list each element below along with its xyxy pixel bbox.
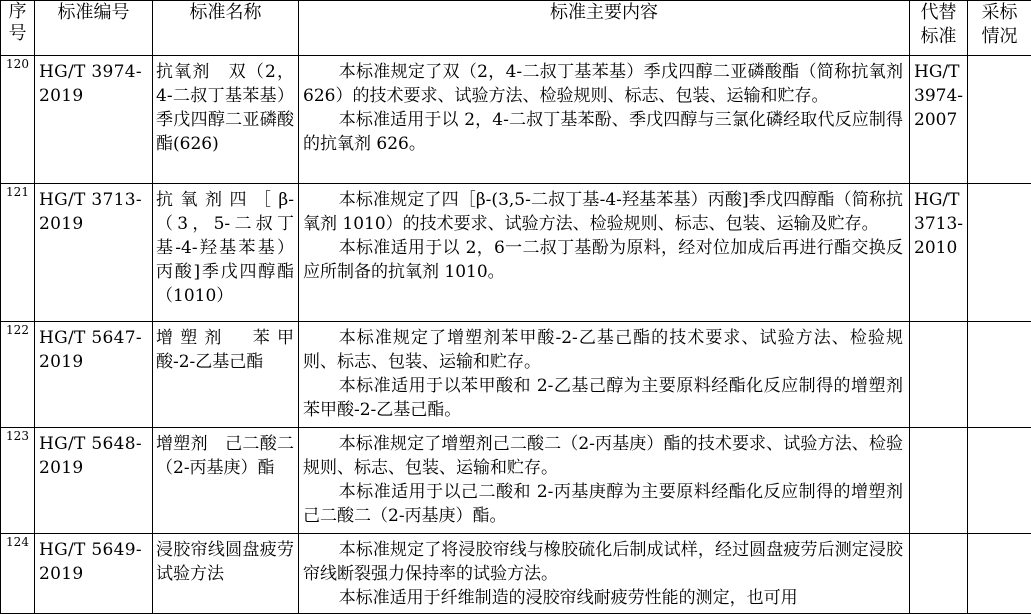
table-row [1,56,1031,184]
row-replaced: HG/T 3713-2010 [910,184,968,322]
row-content [299,534,910,614]
row-content [299,184,910,322]
row-adopted [968,428,1031,534]
row-code: HG/T 5647-2019 [35,322,153,428]
header-seq: 序号 [1,1,35,56]
content-paragraph: 本标准规定了增塑剂己二酸二（2-丙基庚）酯的技术要求、试验方法、检验规则、标志、包装、运输和贮存。 [303,432,903,480]
row-seq: 120 [1,56,35,184]
header-content: 标准主要内容 [299,1,910,56]
content-paragraph: 本标准规定了增塑剂苯甲酸-2-乙基己酯的技术要求、试验方法、检验规则、标志、包装、运输和贮存。 [303,326,903,374]
row-adopted [968,534,1031,614]
content-paragraph: 本标准规定了四［β-(3,5-二叔丁基-4-羟基苯基）丙酸]季戊四醇酯（简称抗氧剂 1010）的技术要求、试验方法、检验规则、标志、包装、运输及贮存。 [303,188,903,236]
row-code: HG/T 5648-2019 [35,428,153,534]
content-paragraph: 本标准适用于以苯甲酸和 2-乙基己醇为主要原料经酯化反应制得的增塑剂苯甲酸-2-乙基己酯。 [303,374,903,422]
row-replaced: HG/T 3974-2007 [910,56,968,184]
row-adopted [968,56,1031,184]
row-content [299,322,910,428]
header-name: 标准名称 [153,1,299,56]
table-row [1,534,1031,614]
row-seq: 121 [1,184,35,322]
table-row [1,322,1031,428]
content-paragraph: 本标准规定了将浸胶帘线与橡胶硫化后制成试样，经过圆盘疲劳后测定浸胶帘线断裂强力保持率的试验方法。 [303,538,903,586]
content-paragraph: 本标准适用于以 2，4-二叔丁基苯酚、季戊四醇与三氯化磷经取代反应制得的抗氧剂 626。 [303,108,903,156]
row-name: 增塑剂 苯甲酸-2-乙基己酯 [153,322,299,428]
table-row [1,428,1031,534]
row-content [299,428,910,534]
row-name: 抗氧剂四［β-（3，5-二叔丁基-4-羟基苯基）丙酸]季戊四醇酯（1010） [153,184,299,322]
row-code: HG/T 3713-2019 [35,184,153,322]
content-paragraph: 本标准适用于以 2，6一二叔丁基酚为原料，经对位加成后再进行酯交换反应所制备的抗氧剂 1010。 [303,236,903,284]
row-seq: 124 [1,534,35,614]
row-code: HG/T 3974-2019 [35,56,153,184]
row-replaced [910,322,968,428]
row-code: HG/T 5649-2019 [35,534,153,614]
row-name: 浸胶帘线圆盘疲劳试验方法 [153,534,299,614]
header-replaced: 代替标准 [910,1,968,56]
content-paragraph: 本标准适用于以己二酸和 2-丙基庚醇为主要原料经酯化反应制得的增塑剂己二酸二（2-丙基庚）酯。 [303,480,903,528]
row-name: 抗氧剂 双（2，4-二叔丁基苯基）季戊四醇二亚磷酸酯(626) [153,56,299,184]
row-seq: 122 [1,322,35,428]
table-row [1,184,1031,322]
row-content [299,56,910,184]
header-code: 标准编号 [35,1,153,56]
row-adopted [968,184,1031,322]
content-paragraph: 本标准规定了双（2，4-二叔丁基苯基）季戊四醇二亚磷酸酯（简称抗氧剂 626）的技术要求、试验方法、检验规则、标志、包装、运输和贮存。 [303,60,903,108]
content-paragraph: 本标准适用于纤维制造的浸胶帘线耐疲劳性能的测定，也可用 [303,586,903,610]
row-seq: 123 [1,428,35,534]
header-row [1,1,1031,56]
row-adopted [968,322,1031,428]
row-replaced [910,534,968,614]
header-adopted: 采标情况 [968,1,1031,56]
row-replaced [910,428,968,534]
row-name: 增塑剂 己二酸二（2-丙基庚）酯 [153,428,299,534]
